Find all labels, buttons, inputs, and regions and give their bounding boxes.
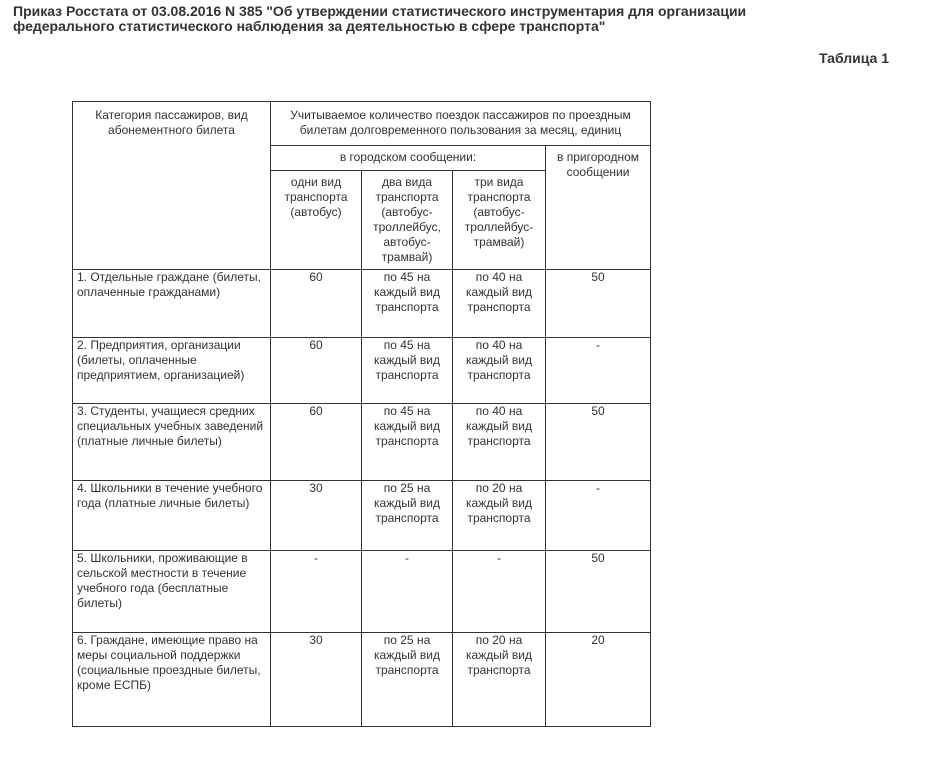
header-one-type: одни вид транспорта (автобус) xyxy=(271,171,362,270)
table-row xyxy=(73,338,651,404)
row-one-type-cell: 30 xyxy=(271,633,362,727)
row-two-types-cell: по 45 на каждый вид транспорта xyxy=(362,404,453,481)
row-suburban-cell: - xyxy=(546,481,651,551)
document-title xyxy=(13,4,923,34)
row-suburban-cell: 20 xyxy=(546,633,651,727)
row-suburban-cell: 50 xyxy=(546,270,651,338)
row-category-cell: 3. Студенты, учащиеся средних специальных учебных заведений (платные личные билеты) xyxy=(73,404,271,481)
row-three-types-cell: по 40 на каждый вид транспорта xyxy=(453,338,546,404)
header-two-types: два вида транспорта (автобус-троллейбус, автобус-трамвай) xyxy=(362,171,453,270)
table-label: Таблица 1 xyxy=(818,50,889,66)
row-category-cell: 2. Предприятия, организации (билеты, оплаченные предприятием, организацией) xyxy=(73,338,271,404)
row-two-types-cell: по 25 на каждый вид транспорта xyxy=(362,481,453,551)
row-three-types-cell: по 40 на каждый вид транспорта xyxy=(453,270,546,338)
row-three-types-cell: - xyxy=(453,551,546,633)
table-row xyxy=(73,270,651,338)
row-three-types-cell: по 20 на каждый вид транспорта xyxy=(453,481,546,551)
row-two-types-cell: по 25 на каждый вид транспорта xyxy=(362,633,453,727)
header-trips-group: Учитываемое количество поездок пассажиров по проездным билетам долговременного пользования за месяц, единиц xyxy=(271,102,651,146)
header-three-types: три вида транспорта (автобус-троллейбус-трамвай) xyxy=(453,171,546,270)
table-row xyxy=(73,404,651,481)
table-row xyxy=(73,551,651,633)
row-two-types-cell: - xyxy=(362,551,453,633)
row-one-type-cell: 30 xyxy=(271,481,362,551)
row-three-types-cell: по 20 на каждый вид транспорта xyxy=(453,633,546,727)
row-suburban-cell: - xyxy=(546,338,651,404)
row-category-cell: 4. Школьники в течение учебного года (платные личные билеты) xyxy=(73,481,271,551)
trips-table-body xyxy=(73,270,651,727)
row-one-type-cell: 60 xyxy=(271,404,362,481)
row-suburban-cell: 50 xyxy=(546,551,651,633)
row-category-cell: 6. Граждане, имеющие право на меры социальной поддержки (социальные проездные билеты, кроме ЕСПБ) xyxy=(73,633,271,727)
header-urban-group: в городском сообщении: xyxy=(271,146,546,171)
row-two-types-cell: по 45 на каждый вид транспорта xyxy=(362,270,453,338)
row-category-cell: 1. Отдельные граждане (билеты, оплаченные гражданами) xyxy=(73,270,271,338)
row-three-types-cell: по 40 на каждый вид транспорта xyxy=(453,404,546,481)
document-title-line-1: Приказ Росстата от 03.08.2016 N 385 "Об утверждении статистического инструментария для организации xyxy=(13,3,747,19)
header-category: Категория пассажиров, вид абонементного билета xyxy=(73,102,271,270)
trips-table-header xyxy=(73,102,651,270)
header-suburban: в пригородном сообщении xyxy=(546,146,651,270)
document-title-line-2: федерального статистического наблюдения за деятельностью в сфере транспорта" xyxy=(13,18,606,34)
row-one-type-cell: 60 xyxy=(271,270,362,338)
header-row-1 xyxy=(73,102,651,146)
table-row xyxy=(73,633,651,727)
trips-table xyxy=(72,101,651,727)
table-row xyxy=(73,481,651,551)
row-suburban-cell: 50 xyxy=(546,404,651,481)
row-two-types-cell: по 45 на каждый вид транспорта xyxy=(362,338,453,404)
row-one-type-cell: - xyxy=(271,551,362,633)
row-one-type-cell: 60 xyxy=(271,338,362,404)
row-category-cell: 5. Школьники, проживающие в сельской местности в течение учебного года (бесплатные билеты) xyxy=(73,551,271,633)
